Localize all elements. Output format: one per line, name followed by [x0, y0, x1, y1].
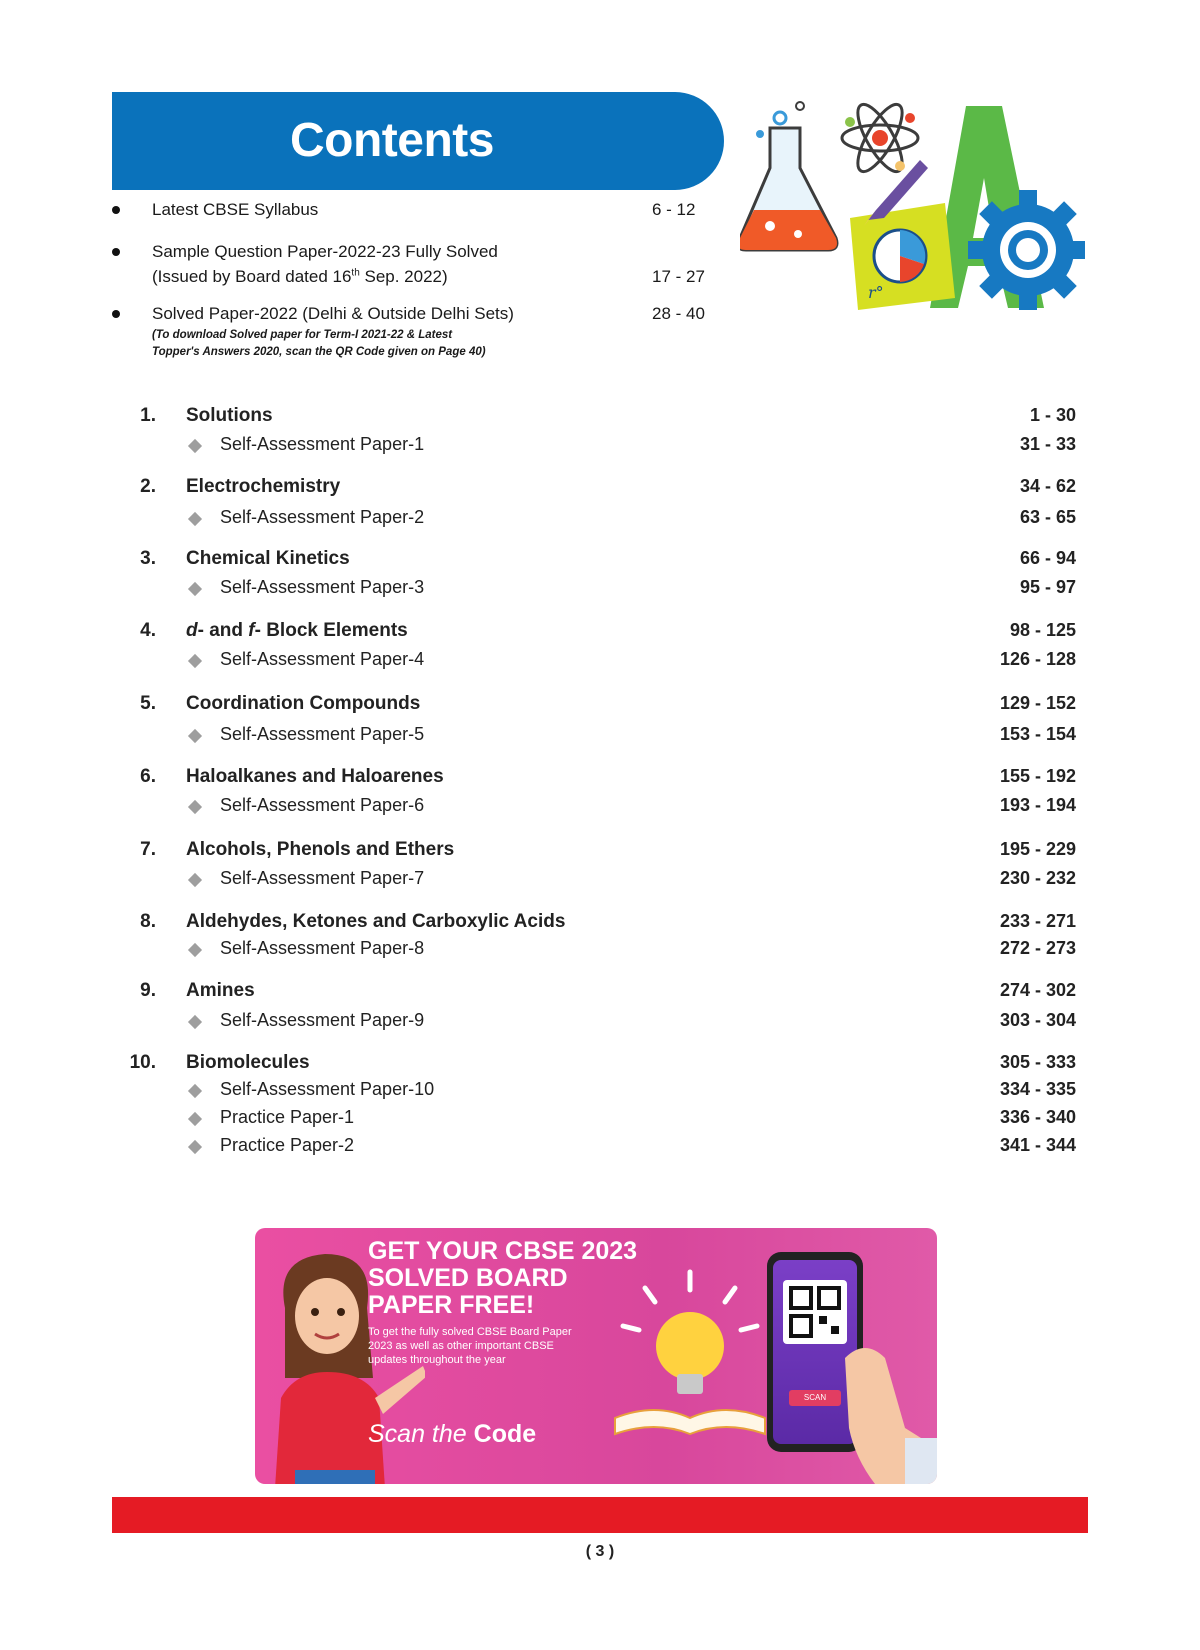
- chapter-row: [0, 911, 1200, 937]
- chapter-number: 9.: [140, 980, 156, 1001]
- chapter-number: 6.: [140, 766, 156, 787]
- chapter-range: 155 - 192: [999, 766, 1076, 786]
- science-illustration: [740, 98, 1085, 320]
- sub-item-range: 303 - 304: [999, 1010, 1076, 1030]
- chapter-row: [0, 839, 1200, 865]
- chapter-number: 8.: [140, 911, 156, 932]
- prelim-item: Latest CBSE Syllabus 6 - 12: [112, 200, 712, 230]
- chapter-title: Biomolecules: [186, 1052, 310, 1073]
- qr-code-icon: [783, 1280, 847, 1344]
- sub-item-range: 126 - 128: [999, 649, 1076, 669]
- chapter-title: Aldehydes, Ketones and Carboxylic Acids: [186, 911, 566, 932]
- sub-item-title: Self-Assessment Paper-7: [220, 868, 425, 888]
- sub-item-title: Self-Assessment Paper-3: [220, 577, 425, 597]
- promo-subtext: 2023 as well as other important CBSE: [368, 1340, 554, 1352]
- gear-icon: [968, 190, 1085, 310]
- sub-item-range: 336 - 340: [999, 1107, 1076, 1127]
- chapter-number: 7.: [140, 839, 156, 860]
- diamond-bullet-icon: [188, 512, 202, 526]
- chapter-range: 1 - 30: [1029, 405, 1076, 425]
- chapter-number: 2.: [140, 476, 156, 497]
- sub-item-row: [0, 724, 1200, 748]
- sub-item-row: [0, 649, 1200, 673]
- chapter-title: Chemical Kinetics: [186, 548, 350, 569]
- sub-item-range: 193 - 194: [999, 795, 1076, 815]
- chapter-row: [0, 548, 1200, 574]
- sub-item-range: 334 - 335: [999, 1079, 1076, 1099]
- sub-item-row: [0, 577, 1200, 601]
- sub-item-range: 341 - 344: [999, 1135, 1076, 1155]
- page-number: ( 3 ): [585, 1543, 615, 1560]
- promo-headline: GET YOUR CBSE 2023: [368, 1237, 638, 1265]
- sub-item-title: Self-Assessment Paper-10: [220, 1079, 435, 1099]
- sub-item-title: Practice Paper-2: [220, 1135, 355, 1155]
- chapter-range: 66 - 94: [1019, 548, 1076, 568]
- chapter-row: [0, 476, 1200, 502]
- sub-item-row: [0, 1010, 1200, 1034]
- prelim-note: Topper's Answers 2020, scan the QR Code given on Page 40): [152, 346, 486, 358]
- chapter-row: [0, 693, 1200, 719]
- sub-item-range: 153 - 154: [999, 724, 1076, 744]
- bullet-icon: [112, 248, 120, 256]
- sub-item-title: Self-Assessment Paper-5: [220, 724, 425, 744]
- chapter-row: [0, 980, 1200, 1006]
- chapter-range: 34 - 62: [1019, 476, 1076, 496]
- diamond-bullet-icon: [188, 654, 202, 668]
- sub-item-range: 230 - 232: [999, 868, 1076, 888]
- prelim-range: 28 - 40: [652, 304, 705, 323]
- diamond-bullet-icon: [188, 1112, 202, 1126]
- chapter-title: Haloalkanes and Haloarenes: [186, 766, 444, 787]
- diamond-bullet-icon: [188, 943, 202, 957]
- prelim-note: (To download Solved paper for Term-I 2021-22 & Latest: [152, 329, 453, 341]
- atom-icon: [842, 99, 918, 178]
- diamond-bullet-icon: [188, 800, 202, 814]
- chapter-number: 1.: [140, 405, 156, 426]
- sub-item-range: 272 - 273: [999, 938, 1076, 958]
- sub-item-title: Self-Assessment Paper-2: [220, 507, 425, 527]
- chapter-title: Alcohols, Phenols and Ethers: [186, 839, 455, 860]
- promo-headline: PAPER FREE!: [368, 1291, 535, 1319]
- sub-item-title: Self-Assessment Paper-6: [220, 795, 425, 815]
- diamond-bullet-icon: [188, 1140, 202, 1154]
- chapter-row: [0, 1052, 1200, 1078]
- prelim-item: Solved Paper-2022 (Delhi & Outside Delhi Sets) 28 - 40 (To download Solved paper for Term-I 2021-22 & Latest Topper's Answers 2020, scan the QR Code given on Page 40): [112, 304, 712, 364]
- sub-item-row: [0, 1135, 1200, 1159]
- chapter-range: 129 - 152: [999, 693, 1076, 713]
- chapter-number: 5.: [140, 693, 156, 714]
- sub-item-title: Self-Assessment Paper-9: [220, 1010, 425, 1030]
- lightbulb-icon: [605, 1268, 775, 1438]
- diamond-bullet-icon: [188, 729, 202, 743]
- sub-item-title: Practice Paper-1: [220, 1107, 355, 1127]
- chapter-range: 233 - 271: [999, 911, 1076, 931]
- sub-item-row: [0, 938, 1200, 962]
- sub-item-title: Self-Assessment Paper-4: [220, 649, 425, 669]
- scan-the-code-label: Scan the Code: [368, 1420, 537, 1448]
- chapter-row: [0, 405, 1200, 431]
- prelim-item: Sample Question Paper-2022-23 Fully Solved (Issued by Board dated 16th Sep. 2022) 17 - 27: [112, 242, 712, 292]
- chapter-title: Solutions: [186, 405, 273, 426]
- chapter-number: 4.: [140, 620, 156, 641]
- promo-headline: SOLVED BOARD: [368, 1264, 568, 1292]
- diamond-bullet-icon: [188, 582, 202, 596]
- prelim-range: 17 - 27: [652, 267, 705, 286]
- chapter-range: 195 - 229: [999, 839, 1076, 859]
- diamond-bullet-icon: [188, 873, 202, 887]
- sub-item-row: [0, 434, 1200, 458]
- sub-item-row: [0, 1107, 1200, 1131]
- chapter-range: 305 - 333: [999, 1052, 1076, 1072]
- chapter-range: 274 - 302: [999, 980, 1076, 1000]
- chapter-number: 10.: [129, 1052, 156, 1073]
- sub-item-range: 31 - 33: [1019, 434, 1076, 454]
- chapter-row: [0, 620, 1200, 646]
- sub-item-range: 95 - 97: [1019, 577, 1076, 597]
- sub-item-row: [0, 507, 1200, 531]
- diamond-bullet-icon: [188, 1015, 202, 1029]
- chapter-title: Electrochemistry: [186, 476, 341, 497]
- sub-item-title: Self-Assessment Paper-1: [220, 434, 425, 454]
- sub-item-row: [0, 1079, 1200, 1103]
- promo-banner[interactable]: [255, 1228, 937, 1484]
- prelim-range: 6 - 12: [652, 200, 696, 219]
- footer-bar: [112, 1497, 1088, 1533]
- diamond-bullet-icon: [188, 1084, 202, 1098]
- hand-icon: [845, 1338, 937, 1484]
- sub-item-title: Self-Assessment Paper-8: [220, 938, 425, 958]
- diamond-bullet-icon: [188, 439, 202, 453]
- bullet-icon: [112, 310, 120, 318]
- page-title: Contents: [290, 114, 494, 167]
- bullet-icon: [112, 206, 120, 214]
- chapter-title: Coordination Compounds: [186, 693, 421, 714]
- sub-item-row: [0, 795, 1200, 819]
- sub-item-row: [0, 868, 1200, 892]
- chapter-title: Amines: [186, 980, 255, 1001]
- scan-button[interactable]: SCAN: [789, 1390, 841, 1406]
- chapter-range: 98 - 125: [1009, 620, 1076, 640]
- promo-subtext: updates throughout the year: [368, 1354, 506, 1366]
- svg-text:r°: r°: [868, 283, 884, 302]
- chapter-number: 3.: [140, 548, 156, 569]
- sub-item-range: 63 - 65: [1019, 507, 1076, 527]
- chapter-row: [0, 766, 1200, 792]
- promo-subtext: To get the fully solved CBSE Board Paper: [368, 1326, 572, 1338]
- chapter-title: d- and f- Block Elements: [186, 620, 408, 641]
